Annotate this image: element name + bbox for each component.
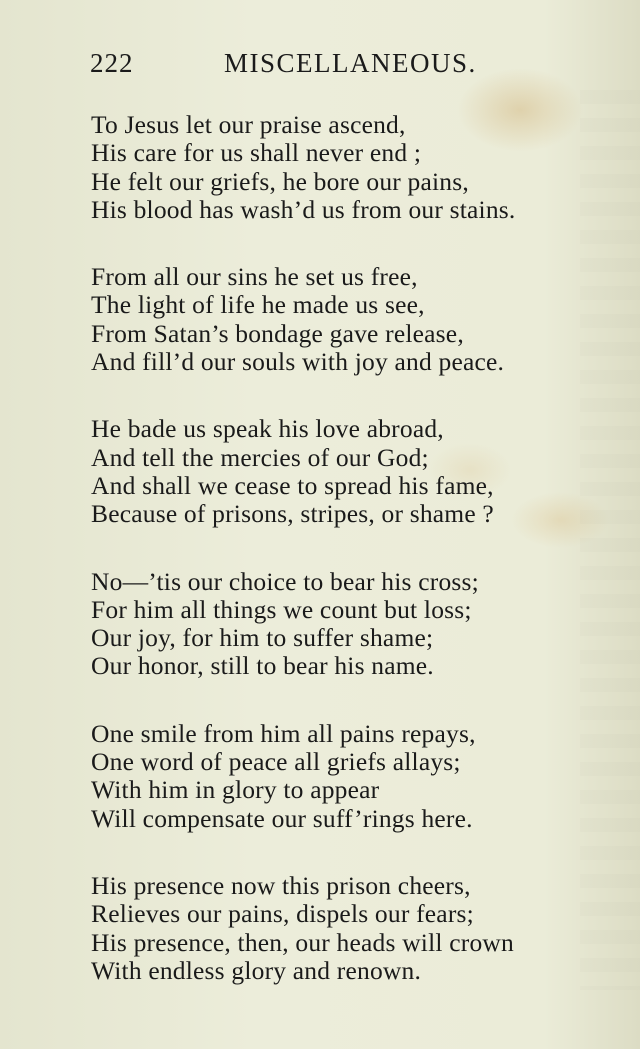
- verse-line: From Satan’s bondage gave release,: [91, 318, 464, 348]
- hymn-text: [91, 111, 611, 1024]
- verse-line: Relieves our pains, dispels our fears;: [91, 899, 474, 929]
- verse-line: To Jesus let our praise ascend,: [91, 110, 406, 139]
- verse-line: He bade us speak his love abroad,: [91, 414, 444, 444]
- stanza-2: [91, 263, 611, 376]
- stanza-6: [91, 872, 611, 985]
- verse-line: No—’tis our choice to bear his cross;: [91, 566, 479, 596]
- verse-line: His presence, then, our heads will crown: [91, 927, 514, 957]
- verse-line: He felt our griefs, he bore our pains,: [91, 166, 469, 196]
- verse-line: Because of prisons, stripes, or shame ?: [91, 499, 494, 529]
- verse-line: And fill’d our souls with joy and peace.: [91, 347, 505, 377]
- stanza-5: [91, 720, 611, 833]
- verse-line: With him in glory to appear: [91, 775, 380, 805]
- verse-line: Our honor, still to bear his name.: [91, 651, 434, 681]
- verse-line: His presence now this prison cheers,: [91, 870, 471, 900]
- verse-line: One smile from him all pains repays,: [91, 718, 476, 748]
- verse-line: And shall we cease to spread his fame,: [91, 470, 494, 500]
- verse-line: His care for us shall never end ;: [91, 138, 422, 168]
- stanza-3: [91, 415, 611, 528]
- verse-line: For him all things we count but loss;: [91, 594, 472, 624]
- verse-line: Will compensate our suff’rings here.: [91, 803, 473, 833]
- stanza-4: [91, 568, 611, 681]
- verse-line: From all our sins he set us free,: [91, 262, 418, 292]
- verse-line: With endless glory and renown.: [91, 955, 422, 985]
- running-head: MISCELLANEOUS.: [224, 48, 477, 78]
- stanza-1: [91, 111, 611, 224]
- verse-line: One word of peace all griefs allays;: [91, 747, 461, 777]
- verse-line: His blood has wash’d us from our stains.: [91, 194, 516, 224]
- verse-line: And tell the mercies of our God;: [91, 442, 429, 472]
- page-header: [90, 48, 510, 88]
- verse-line: The light of life he made us see,: [91, 290, 425, 320]
- verse-line: Our joy, for him to suffer shame;: [91, 623, 434, 653]
- page-number: 222: [90, 48, 134, 78]
